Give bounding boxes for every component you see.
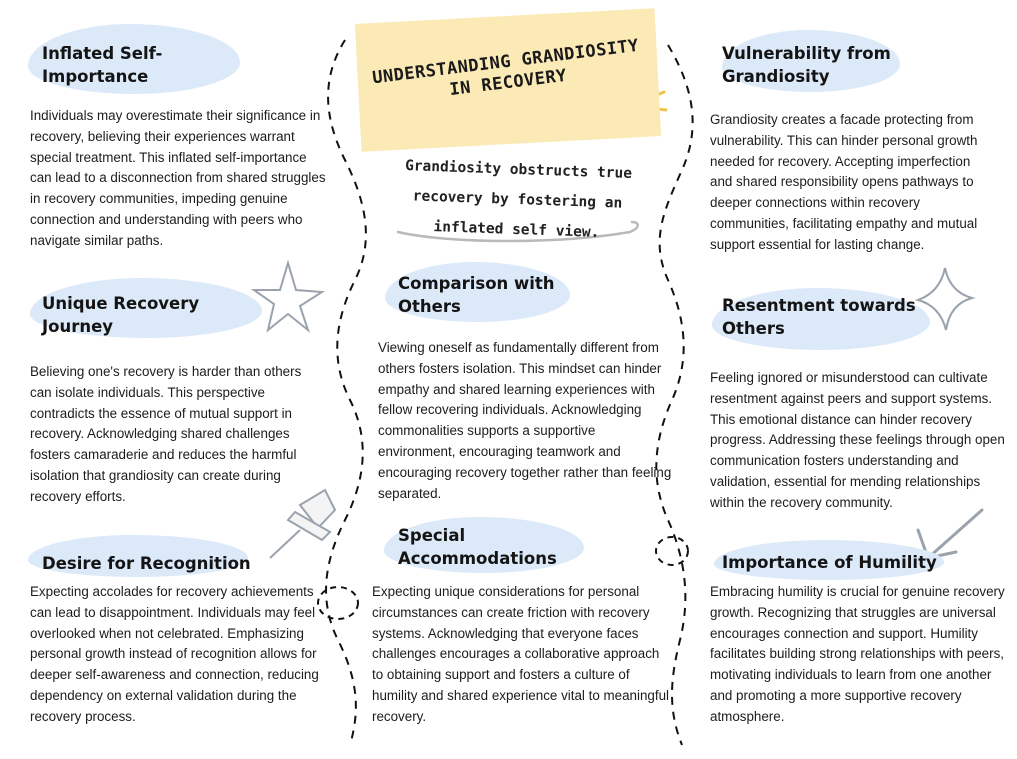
section-heading: Comparison with Others: [398, 274, 555, 316]
page-subtitle: Grandiosity obstructs true recovery by fostering an inflated self view.: [404, 158, 633, 241]
section-heading: Special Accommodations: [398, 526, 557, 568]
section-body: Embracing humility is crucial for genuine recovery growth. Recognizing that struggles are universal encourages connection and support. Humility facilitates building strong relationships with peers, motivating individuals to learn from one another and promoting a more supportive recovery atmosphere.: [710, 584, 1005, 724]
section-body: Expecting accolades for recovery achievements can lead to disappointment. Individuals may feel overlooked when not celebrated. Emphasizing personal growth instead of recognition allows for deeper self-awareness and connection, reducing dependency on external validation during the recovery process.: [30, 584, 319, 724]
left-divider-line: [326, 40, 366, 745]
section-body: Individuals may overestimate their significance in recovery, believing their experiences warrant special treatment. This inflated self-importance can lead to a disconnection from shared struggles in recovery communities, impeding genuine connection and understanding with peers who navigate similar paths.: [30, 108, 326, 248]
section-body: Expecting unique considerations for personal circumstances can create friction with recovery systems. Acknowledging that everyone faces challenges encourages a collaborative approach to obtaining support and fosters a culture of humility and shared experience vital to meaningful recovery.: [372, 584, 669, 724]
section-body: Feeling ignored or misunderstood can cultivate resentment against peers and support systems. This emotional distance can hinder recovery progress. Addressing these feelings through open communication fosters understanding and validation, essential for mending relationships within the recovery community.: [710, 370, 1005, 510]
section-body: Believing one's recovery is harder than others can isolate individuals. This perspective contradicts the essence of mutual support in recovery. Acknowledging shared challenges fosters camaraderie and reduces the harmful isolation that grandiosity can create during recovery efforts.: [30, 364, 302, 504]
section-heading: Unique Recovery Journey: [42, 294, 200, 336]
star-doodle-icon: [254, 263, 322, 330]
section-body: Viewing oneself as fundamentally different from others fosters isolation. This mindset can hinder empathy and shared learning experiences with fellow recovering individuals. Acknowledging commonalities supports a supportive environment, encouraging teamwork and encouraging recovery together rather than feeling separated.: [378, 340, 672, 501]
section-heading: Inflated Self- Importance: [42, 44, 163, 86]
section-body: Grandiosity creates a facade protecting from vulnerability. This can hinder personal growth needed for recovery. Accepting imperfection and shared responsibility opens pathways to deeper connections within recovery communities, facilitating empathy and mutual support essential for lasting change.: [710, 112, 978, 252]
section-heading: Desire for Recognition: [42, 554, 251, 573]
section-heading: Importance of Humility: [722, 553, 937, 572]
left-loop: [318, 587, 358, 619]
right-loop: [656, 537, 688, 565]
section-heading: Resentment towards Others: [722, 296, 916, 338]
page-title: UNDERSTANDING GRANDIOSITY IN RECOVERY: [371, 35, 641, 101]
section-heading: Vulnerability from Grandiosity: [722, 44, 891, 86]
